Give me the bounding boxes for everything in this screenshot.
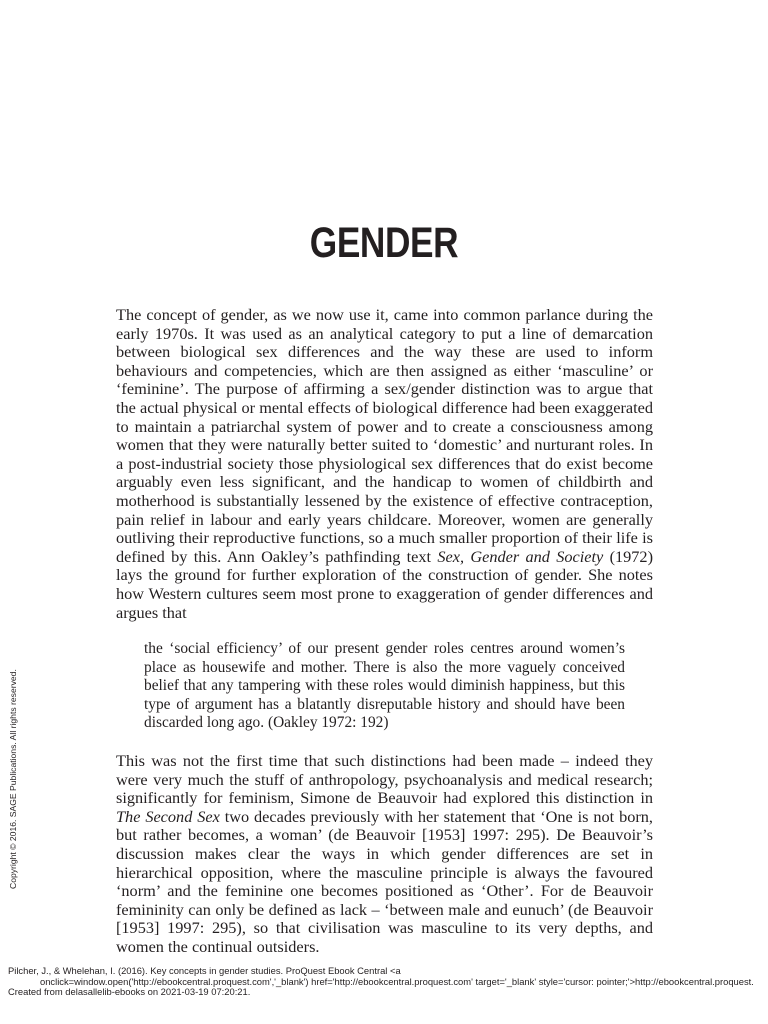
citation-line: Created from delasallelib-ebooks on 2021-03-19 07:20:21.: [8, 986, 251, 998]
body-paragraph-2: [116, 752, 653, 957]
body-paragraph-1: [116, 306, 653, 622]
book-title: Sex, Gender and Society: [437, 546, 604, 566]
paragraph-text: The concept of gender, as we now use it, came into common parlance during the early 1970s. It was used as an analytical category to put a line of demarcation between biological sex differences and the way these are used to inform behaviours and competencies, which are then assigned as either ‘masculine’ or ‘feminine’. The purpose of affirming a sex/gender distinction was to argue that the actual physical or mental effects of biological difference had been exaggerated to maintain a patriarchal system of power and to create a consciousness among women that they were naturally better suited to ‘domestic’ and nurturant roles. In a post-industrial society those physiological sex differences that do exist become arguably even less significant, and the handicap to women of childbirth and motherhood is substantially lessened by the existence of effective contraception, pain relief in labour and early years childcare. Moreover, women are generally outliving their reproductive functions, so a much smaller proportion of their life is defined by this. Ann Oakley’s pathfinding text: [116, 305, 653, 566]
copyright-notice: Copyright © 2016. SAGE Publications. All rights reserved.: [8, 669, 18, 889]
block-quote: the ‘social efficiency’ of our present gender roles centres around women’s place as housewife and mother. There is also the more vaguely conceived belief that any tampering with these roles would diminish happiness, but this type of argument has a blatantly disreputable history and should have been discarded long ago. (Oakley 1972: 192): [144, 640, 625, 731]
citation-link-line[interactable]: onclick=window.open('http://ebookcentral.proquest.com','_blank') href='http://ebookcentral.proquest.com' target='_blank' style='cursor: pointer;'>http://ebookcentral.proquest.: [40, 975, 754, 987]
paragraph-text: This was not the first time that such distinctions had been made – indeed they were very much the stuff of anthropology, psychoanalysis and medical research; significantly for feminism, Simone de Beauvoir had explored this distinction in: [116, 751, 653, 808]
page-title: GENDER: [309, 218, 459, 267]
book-title: The Second Sex: [116, 806, 220, 826]
citation-footer: [8, 966, 768, 998]
paragraph-text: two decades previously with her statement that ‘One is not born, but rather becomes, a woman’ (de Beauvoir [1953] 1997: 295). De Beauvoir’s discussion makes clear the ways in which gender differences are set in hierarchical opposition, where the masculine principle is always the favoured ‘norm’ and the feminine one becomes positioned as ‘Other’. For de Beauvoir femininity can only be defined as lack – ‘between male and eunuch’ (de Beauvoir [1953] 1997: 295), so that civilisation was masculine to its very depths, and women the continual outsiders.: [116, 806, 654, 956]
citation-line: Pilcher, J., & Whelehan, I. (2016). Key concepts in gender studies. ProQuest Ebook Central <a: [8, 966, 401, 976]
paragraph-text: (1972) lays the ground for further exploration of the construction of gender. She notes how Western cultures seem most prone to exaggeration of gender differences and argues that: [116, 546, 653, 622]
